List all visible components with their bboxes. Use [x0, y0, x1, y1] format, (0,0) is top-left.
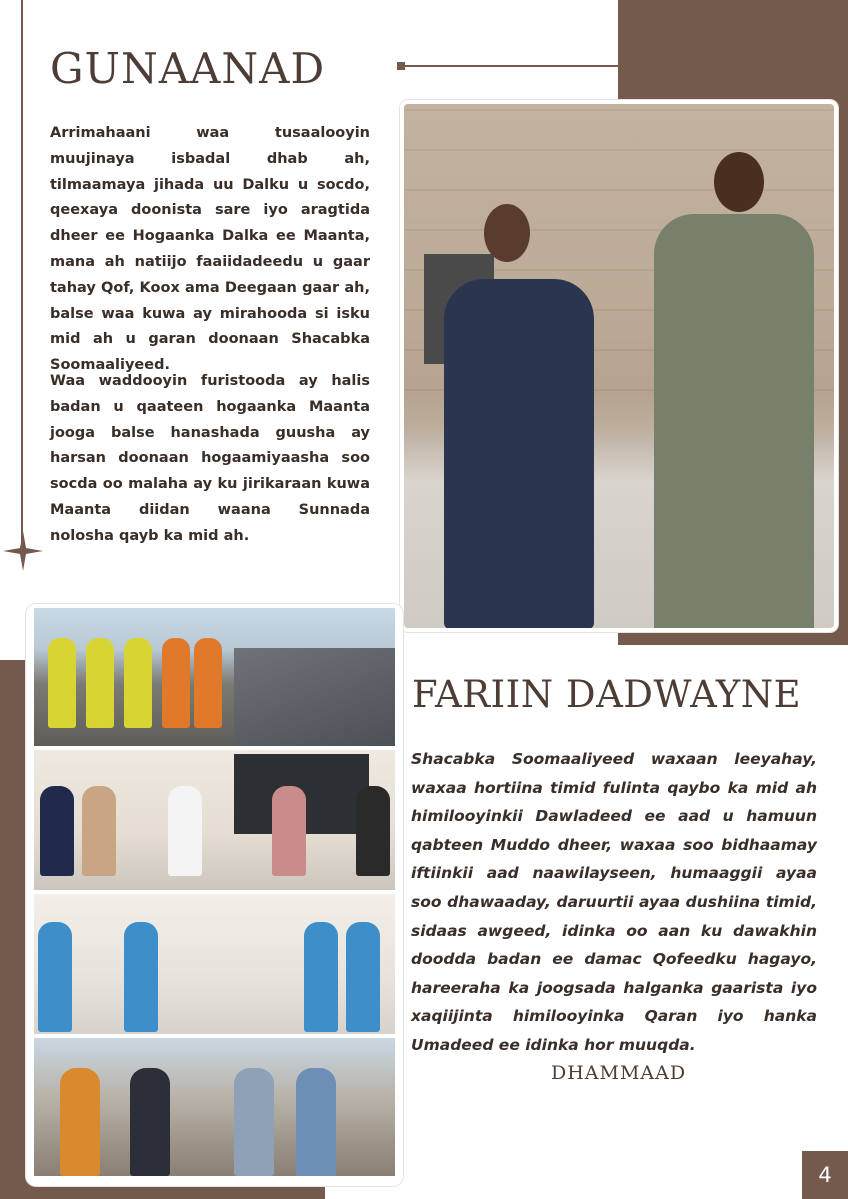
public-message-title: FARIIN DADWAYNE: [412, 673, 802, 716]
construction-workers-highway-photo: [34, 608, 395, 746]
conclusion-title: GUNAANAD: [50, 44, 326, 93]
accent-block-top-right: [618, 0, 848, 100]
hospital-medical-staff-photo: [34, 894, 395, 1034]
four-point-star-icon: [3, 531, 43, 571]
page-number: 4: [802, 1151, 848, 1199]
accent-bar-left: [0, 660, 26, 1199]
development-photo-collage: [26, 604, 403, 1186]
public-message-body: Shacabka Soomaaliyeed waxaan leeyahay, waxaa hortiina timid fulinta qaybo ka mid ah himilooyinkii Dawladeed ee aad u hamuun qabteen Muddo dheer, waxaa soo bidhaamay iftiinkii aad naawilayseen, humaaggii ayaa soo dhawaaday, daruurtii ayaa dushiina timid, sidaas awgeed, idinka oo aan ku dawakhin doodda badan ee damac Qofeedku hagayo, hareeraha ka joogsada halganka gaarista iyo xaqiijinta himilooyinka Qaran iyo hanka Umadeed ee idinka hor muuqda.: [411, 750, 817, 1054]
closing-text: DHAMMAAD: [551, 1062, 687, 1084]
vertical-divider-line: [21, 0, 23, 548]
market-and-office-workers-photo: [34, 1038, 395, 1176]
leaders-walking-photo: [400, 100, 838, 632]
conclusion-paragraph-2: Waa waddooyin furistooda ay halis badan u qaateen hogaanka Maanta jooga balse hanashada guusha ay harsan doonaan hogaamiyaasha soo socda oo malaha ay ku jirikaraan kuwa Maanta diidan waana Sunnada nolosha qayb ka mid ah.: [50, 373, 370, 544]
horizontal-divider-line: [403, 65, 618, 67]
laboratory-classroom-photo: [34, 750, 395, 890]
conclusion-paragraph-1: Arrimahaani waa tusaalooyin muujinaya isbadal dhab ah, tilmaamaya jihada uu Dalku u socdo, qeexaya doonista sare iyo aragtida dheer ee Hogaanka Dalka ee Maanta, mana ah natiijo faaiidadeedu u gaar tahay Qof, Koox ama Deegaan gaar ah, balse waa kuwa ay mirahooda si isku mid ah u garan doonaan Shacabka Soomaaliyeed.: [50, 125, 370, 374]
